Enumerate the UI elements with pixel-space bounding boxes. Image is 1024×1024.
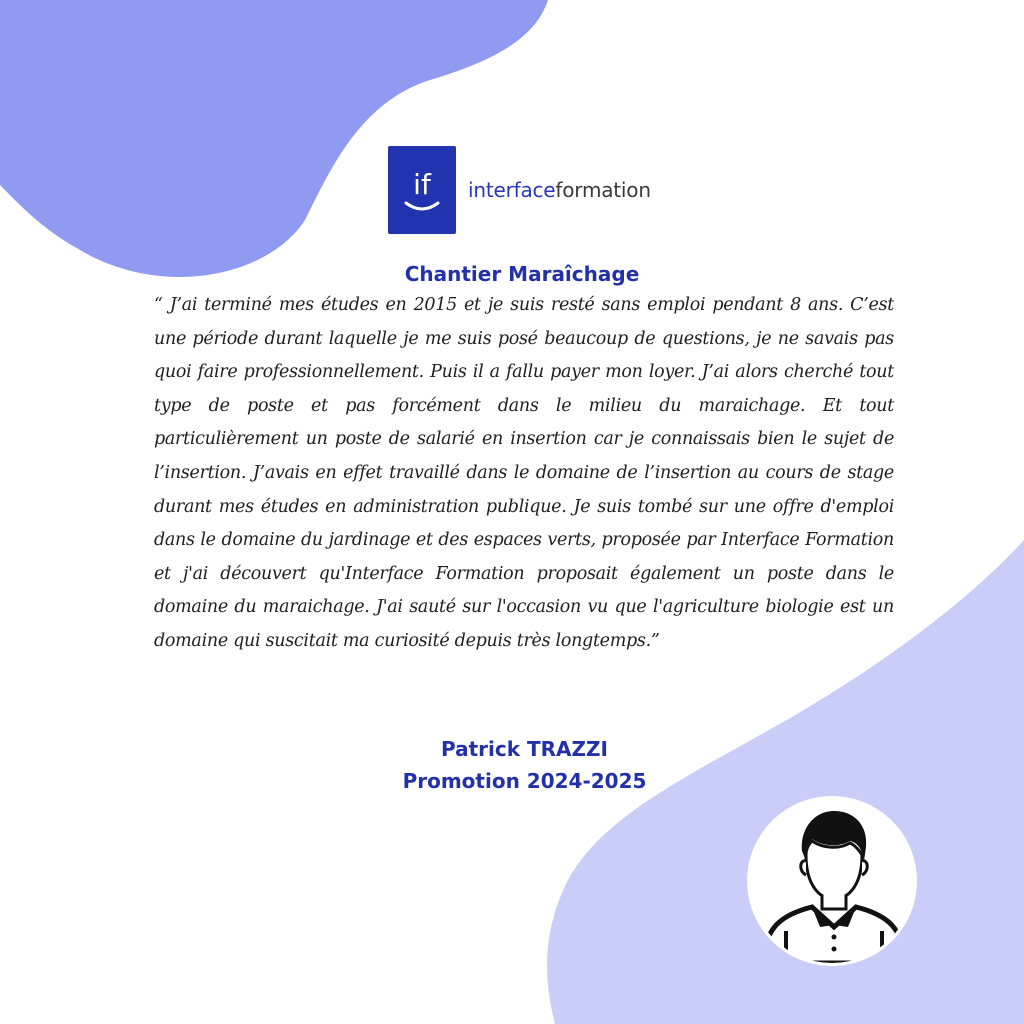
smile-icon xyxy=(388,146,456,234)
logo-mark xyxy=(388,146,456,234)
author-block xyxy=(0,733,1024,797)
logo-mark-text: if xyxy=(413,168,431,201)
brand-name-part1: interface xyxy=(468,178,556,202)
brand-name xyxy=(468,178,651,202)
brand-name-part2: formation xyxy=(555,178,651,202)
person-avatar-icon xyxy=(750,799,914,963)
testimonial-title: Chantier Maraîchage xyxy=(404,262,640,286)
author-promotion: Promotion 2024-2025 xyxy=(402,769,647,793)
author-name: Patrick TRAZZI xyxy=(441,737,608,761)
brand-logo xyxy=(388,146,651,234)
testimonial-quote: “ J’ai terminé mes études en 2015 et je suis resté sans emploi pendant 8 ans. C’est une période durant laquelle je me suis posé beaucoup de questions, je ne savais pas quoi faire professionnellement. Puis il a fallu payer mon loyer. J’ai alors cherché tout type de poste et pas forcément dans le milieu du maraichage. Et tout particulièrement un poste de salarié en insertion car je connaissais bien le sujet de l’insertion. J’avais en effet travaillé dans le domaine de l’insertion au cours de stage durant mes études en administration publique. Je suis tombé sur une offre d'emploi dans le domaine du jardinage et des espaces verts, proposée par Interface Formation et j'ai découvert qu'Interface Formation proposait également un poste dans le domaine du maraichage. J'ai sauté sur l'occasion vu que l'agriculture biologie est un domaine qui suscitait ma curiosité depuis très longtemps.” xyxy=(154,295,894,651)
top-left-blob xyxy=(0,0,548,277)
avatar xyxy=(747,796,917,966)
